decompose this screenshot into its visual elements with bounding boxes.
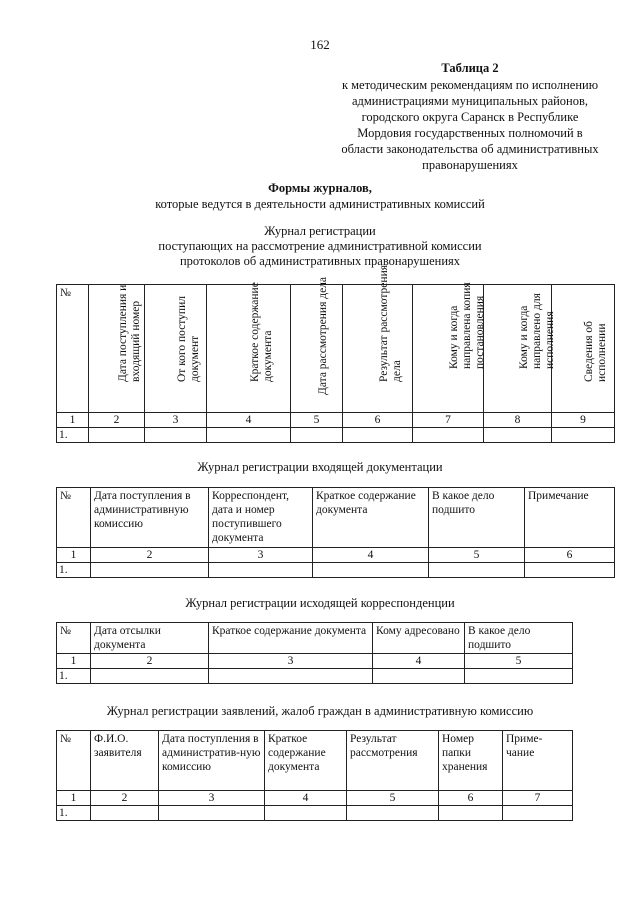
col-header (343, 264, 413, 413)
table-cell (465, 669, 573, 684)
col-header: Краткое содержание документа (313, 488, 429, 548)
col-header: Дата отсылки документа (91, 623, 209, 654)
journal2-number-row (57, 548, 615, 563)
journal2-table (56, 487, 615, 578)
col-header: Корреспондент, дата и номер поступившего документа (209, 488, 313, 548)
col-index: 5 (347, 791, 439, 806)
annex-header (325, 60, 615, 173)
table-cell (439, 806, 503, 821)
row-label: 1. (57, 563, 91, 578)
row-label: 1. (57, 806, 91, 821)
col-index: 9 (552, 413, 615, 428)
col-index: 4 (313, 548, 429, 563)
table-cell (343, 428, 413, 443)
col-index: 4 (207, 413, 291, 428)
header-line: области законодательства об административных (341, 142, 599, 156)
journal2-title: Журнал регистрации входящей документации (197, 460, 443, 474)
table-cell (413, 428, 484, 443)
col-header: Дата поступления в административную комиссию (91, 488, 209, 548)
col-header (552, 285, 615, 413)
table-cell (552, 428, 615, 443)
row-label: 1. (57, 428, 89, 443)
journal2-header-row (57, 488, 615, 548)
header-line: Мордовия государственных полномочий в (357, 126, 583, 140)
col-header-text: Результат рассмотрения дела (377, 264, 403, 382)
journal1-title-line: протоколов об административных правонарушениях (179, 254, 461, 268)
table-cell (209, 669, 373, 684)
col-number-header: № (57, 488, 91, 548)
col-header: Кому адресовано (373, 623, 465, 654)
col-index: 2 (91, 654, 209, 669)
col-header (484, 285, 556, 413)
journal4-header-row (57, 731, 573, 791)
col-header-text: Сведения об исполнении (583, 320, 608, 382)
table-cell (145, 428, 207, 443)
table-label: Таблица 2 (441, 61, 499, 75)
col-header: Краткое содержание документа (209, 623, 373, 654)
col-header-text: От кого поступил документ (175, 296, 201, 382)
col-header: Номер папки хранения (439, 731, 503, 791)
table-cell (91, 669, 209, 684)
col-index: 5 (429, 548, 525, 563)
journal1-title-line: Журнал регистрации (264, 224, 376, 238)
document-title (0, 180, 640, 212)
col-index: 3 (159, 791, 265, 806)
journal3-number-row (57, 654, 573, 669)
journal1-number-row (57, 413, 615, 428)
col-header: Приме-чание (503, 731, 573, 791)
table-cell (89, 428, 145, 443)
table-cell (207, 428, 291, 443)
col-header: Дата поступления в административ-ную комиссию (159, 731, 265, 791)
journal1-table (56, 264, 615, 443)
title-sub: которые ведутся в деятельности административных комиссий (155, 197, 485, 211)
header-line: администрациями муниципальных районов, (351, 94, 589, 108)
title-bold: Формы журналов, (268, 181, 372, 195)
row-label: 1. (57, 669, 91, 684)
col-index: 4 (373, 654, 465, 669)
col-index: 1 (57, 413, 89, 428)
table-cell (503, 806, 573, 821)
col-header (291, 276, 343, 413)
header-line: к методическим рекомендациям по исполнению (341, 78, 599, 92)
table-cell (429, 563, 525, 578)
col-header: Ф.И.О. заявителя (91, 731, 159, 791)
col-header: Примечание (525, 488, 615, 548)
col-header (207, 282, 291, 413)
table-cell (265, 806, 347, 821)
col-number-header: № (57, 285, 89, 413)
col-index: 7 (503, 791, 573, 806)
table-row (57, 428, 615, 443)
table-cell (347, 806, 439, 821)
table-cell (159, 806, 265, 821)
table-cell (91, 563, 209, 578)
table-cell (373, 669, 465, 684)
table-row (57, 806, 573, 821)
col-header-text: Дата поступления и входящий номер (116, 284, 142, 382)
journal1-title-line: поступающих на рассмотрение административной комиссии (158, 239, 482, 253)
col-index: 8 (484, 413, 552, 428)
col-index: 3 (209, 654, 373, 669)
col-index: 1 (57, 654, 91, 669)
col-header-text: Дата рассмотрения дела (316, 276, 329, 395)
col-header (413, 282, 486, 413)
journal4-table (56, 730, 573, 821)
col-header-text: Краткое содержание документа (248, 282, 274, 382)
col-index: 6 (343, 413, 413, 428)
col-index: 4 (265, 791, 347, 806)
table-cell (209, 563, 313, 578)
col-index: 5 (291, 413, 343, 428)
col-index: 1 (57, 548, 91, 563)
col-header: Результат рассмотрения (347, 731, 439, 791)
col-index: 6 (525, 548, 615, 563)
table-cell (91, 806, 159, 821)
col-index: 7 (413, 413, 484, 428)
col-index: 2 (91, 791, 159, 806)
col-index: 1 (57, 791, 91, 806)
col-number-header: № (57, 731, 91, 791)
journal1-header-row (57, 285, 615, 413)
table-cell (484, 428, 552, 443)
col-header (145, 285, 207, 413)
col-index: 2 (91, 548, 209, 563)
header-line: городского округа Саранск в Республике (361, 110, 579, 124)
journal4-title: Журнал регистрации заявлений, жалоб граждан в административную комиссию (106, 704, 534, 718)
col-index: 6 (439, 791, 503, 806)
journal4-number-row (57, 791, 573, 806)
table-row (57, 669, 573, 684)
col-header: В какое дело подшито (429, 488, 525, 548)
table-cell (525, 563, 615, 578)
col-index: 5 (465, 654, 573, 669)
page-number: 162 (310, 37, 330, 52)
table-cell (313, 563, 429, 578)
col-header: Краткое содержание документа (265, 731, 347, 791)
header-line: правонарушениях (422, 158, 518, 172)
journal3-title: Журнал регистрации исходящей корреспонденции (185, 596, 455, 610)
table-row (57, 563, 615, 578)
col-header-text: Кому и когда направлено для исполнения (517, 293, 556, 369)
col-index: 2 (89, 413, 145, 428)
journal3-table (56, 622, 573, 684)
col-header-text: Кому и когда направлена копия постановления (448, 282, 486, 369)
col-number-header: № (57, 623, 91, 654)
col-index: 3 (145, 413, 207, 428)
journal3-header-row (57, 623, 573, 654)
col-header: В какое дело подшито (465, 623, 573, 654)
col-header (89, 285, 145, 413)
col-index: 3 (209, 548, 313, 563)
table-cell (291, 428, 343, 443)
